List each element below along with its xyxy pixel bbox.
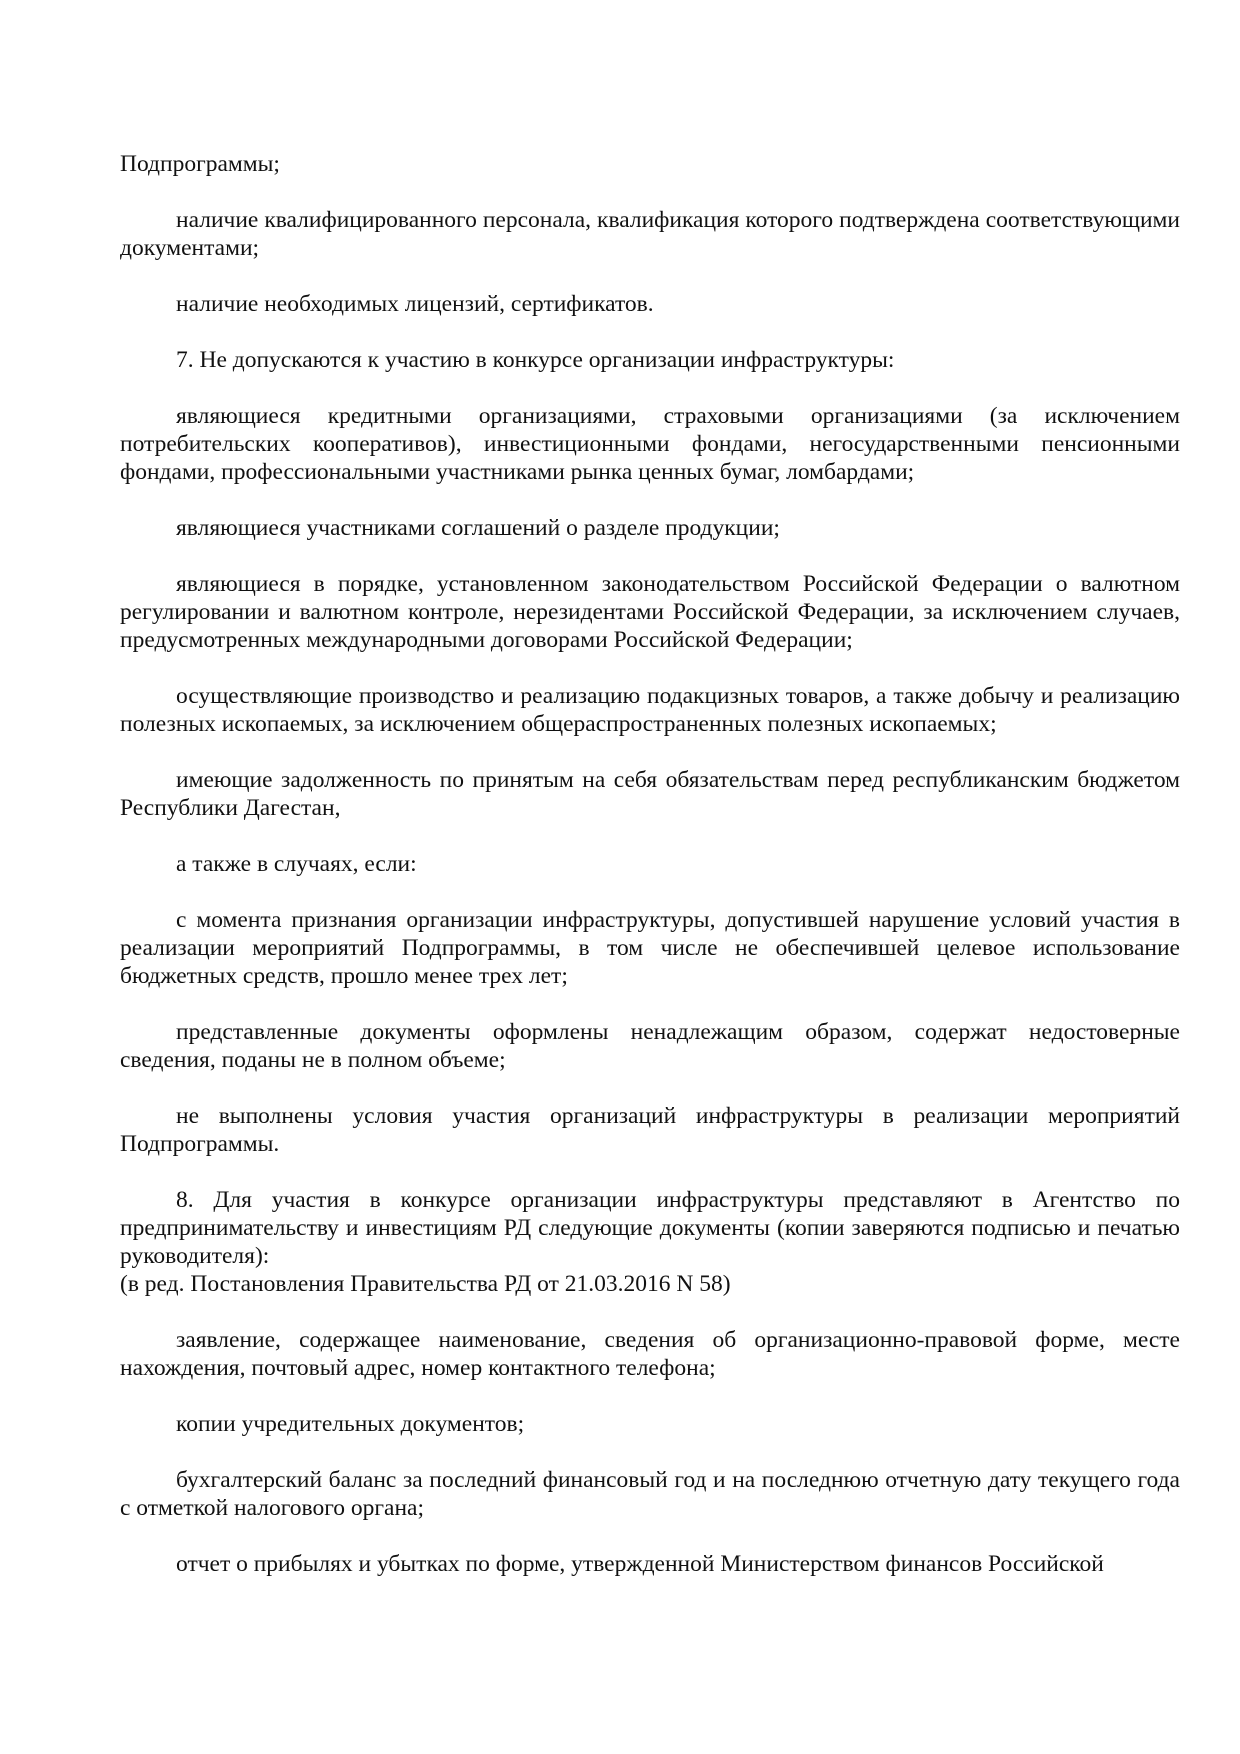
paragraph-application: заявление, содержащее наименование, сведения об организационно-правовой форме, месте нахождения, почтовый адрес, номер контактного телефона; [120,1327,1180,1381]
paragraph-violation-period: с момента признания организации инфраструктуры, допустившей нарушение условий участия в реализации мероприятий Подпрограммы, в том числе не обеспечившей целевое использование бюджетных средств, прошло менее трех лет; [120,907,1180,989]
paragraph-conditions-not-met: не выполнены условия участия организаций инфраструктуры в реализации мероприятий Подпрограммы. [120,1103,1180,1157]
paragraph-credit-organizations: являющиеся кредитными организациями, страховыми организациями (за исключением потребительских кооперативов), инвестиционными фондами, негосударственными пенсионными фондами, профессиональными участниками рынка ценных бумаг, ломбардами; [120,403,1180,485]
paragraph-profit-loss-report: отчет о прибылях и убытках по форме, утвержденной Министерством финансов Российской [176,1551,1104,1577]
paragraph-subprogram-continuation: Подпрограммы; [120,151,280,177]
paragraph-licenses: наличие необходимых лицензий, сертификатов. [176,291,654,317]
document-body [120,150,1180,1606]
paragraph-improper-documents: представленные документы оформлены ненадлежащим образом, содержат недостоверные сведения, поданы не в полном объеме; [120,1019,1180,1073]
paragraph-nonresidents: являющиеся в порядке, установленном законодательством Российской Федерации о валютном регулировании и валютном контроле, нерезидентами Российской Федерации, за исключением случаев, предусмотренных международными договорами Российской Федерации; [120,571,1180,653]
paragraph-section-7-heading: 7. Не допускаются к участию в конкурсе организации инфраструктуры: [176,347,895,373]
paragraph-also-cases: а также в случаях, если: [176,851,417,877]
paragraph-debt: имеющие задолженность по принятым на себя обязательствам перед республиканским бюджетом Республики Дагестан, [120,767,1180,821]
paragraph-founding-documents: копии учредительных документов; [176,1411,525,1437]
paragraph-production-sharing: являющиеся участниками соглашений о разделе продукции; [176,515,780,541]
paragraph-amendment-note: (в ред. Постановления Правительства РД от 21.03.2016 N 58) [120,1271,731,1297]
paragraph-section-8-heading: 8. Для участия в конкурсе организации инфраструктуры представляют в Агентство по предпринимательству и инвестициям РД следующие документы (копии заверяются подписью и печатью руководителя): [120,1187,1180,1269]
paragraph-qualified-staff: наличие квалифицированного персонала, квалификация которого подтверждена соответствующими документами; [120,207,1180,261]
paragraph-balance-sheet: бухгалтерский баланс за последний финансовый год и на последнюю отчетную дату текущего года с отметкой налогового органа; [120,1467,1180,1521]
paragraph-excise-goods: осуществляющие производство и реализацию подакцизных товаров, а также добычу и реализацию полезных ископаемых, за исключением общераспространенных полезных ископаемых; [120,683,1180,737]
